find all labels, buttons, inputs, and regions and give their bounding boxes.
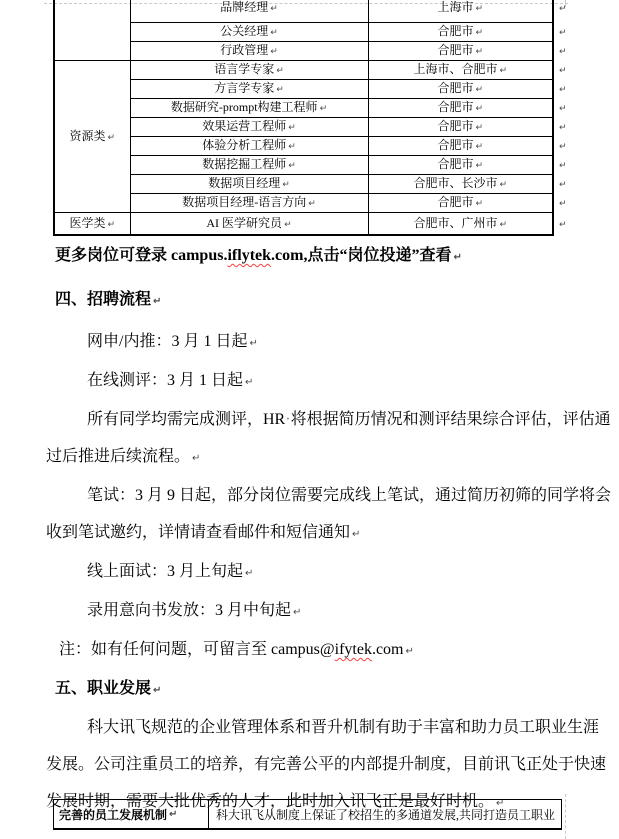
paragraph-text: 收到笔试邀约，详情请查看邮件和短信通知 — [46, 524, 351, 541]
city-value: 合肥市 — [437, 43, 474, 57]
description-cell — [209, 800, 561, 828]
paragraph-text: 录用意向书发放：3 月中旬起 — [87, 602, 292, 619]
more-jobs-pre: 更多岗位可登录 campus. — [55, 247, 228, 264]
spellcheck-wavy-text: iflytek — [227, 247, 272, 264]
row-end-mark-icon: ↵ — [559, 28, 567, 38]
table-row — [54, 41, 569, 60]
cell-end-mark-icon: ↵ — [475, 142, 484, 152]
paragraph-mark-icon: ↵ — [192, 453, 201, 464]
paragraph-text: 线上面试：3 月上旬起 — [87, 563, 244, 580]
city-cell — [368, 0, 553, 22]
paragraph-mark-icon: ↵ — [153, 296, 162, 307]
row-end-mark-icon: ↵ — [559, 220, 567, 230]
row-end-cell — [553, 212, 569, 235]
row-end-mark-icon: ↵ — [559, 142, 567, 152]
cell-end-mark-icon: ↵ — [308, 199, 316, 209]
paragraph-mark-icon: ↵ — [245, 568, 254, 579]
heading-text: 四、招聘流程 — [55, 291, 152, 308]
job-title: 行政管理 — [220, 43, 269, 57]
city-cell — [368, 79, 553, 98]
paragraph-text: 所有同学均需完成测评，HR — [87, 411, 286, 428]
table-row — [54, 193, 569, 212]
city-value: 合肥市 — [437, 138, 474, 152]
row-end-mark-icon: ↵ — [559, 66, 567, 76]
row-end-cell — [553, 98, 569, 117]
more-jobs-line — [46, 237, 586, 276]
paragraph-text: 科大讯飞规范的企业管理体系和晋升机制有助于丰富和助力员工职业生涯 — [87, 719, 600, 736]
paragraph-mark-icon: ↵ — [496, 798, 505, 809]
table-row — [54, 60, 569, 79]
row-end-cell — [553, 136, 569, 155]
cell-end-mark-icon: ↵ — [169, 808, 178, 820]
job-cell — [130, 41, 368, 60]
row-end-cell — [553, 155, 569, 174]
paragraph-text: 发展时期，需要大批优秀的人才，此时加入讯飞正是最好时机。 — [46, 793, 495, 810]
job-title: 效果运营工程师 — [202, 119, 287, 133]
cell-end-mark-icon: ↵ — [276, 85, 284, 95]
job-title: 公关经理 — [220, 24, 269, 38]
row-end-cell — [553, 193, 569, 212]
category-cell-medical — [54, 212, 130, 235]
paragraph-text: 过后推进后续流程。 — [46, 448, 191, 465]
section-heading-recruit — [46, 281, 586, 320]
job-title: 语言学专家 — [214, 62, 275, 76]
city-cell — [368, 136, 553, 155]
row-end-cell — [553, 79, 569, 98]
paragraph-text: 在线测评：3 月 1 日起 — [87, 372, 244, 389]
job-cell — [130, 22, 368, 41]
city-value: 上海市、合肥市 — [413, 62, 498, 76]
city-cell — [368, 174, 553, 193]
job-title: 体验分析工程师 — [202, 138, 287, 152]
job-title: 数据研究-prompt构建工程师 — [170, 100, 318, 114]
cell-end-mark-icon: ↵ — [288, 142, 296, 152]
job-cell — [130, 174, 368, 193]
job-cell — [130, 212, 368, 235]
row-end-mark-icon: ↵ — [559, 199, 567, 209]
row-end-mark-icon: ↵ — [559, 85, 567, 95]
cell-end-mark-icon: ↵ — [270, 47, 278, 57]
cell-end-mark-icon: ↵ — [288, 161, 296, 171]
paragraph-mark-icon: ↵ — [153, 685, 162, 696]
paragraph-mark-icon: ↵ — [249, 338, 258, 349]
row-end-mark-icon: ↵ — [559, 4, 567, 14]
description-text: 科大讯飞从制度上保证了校招生的多通道发展,共同打造员工职业 — [216, 807, 556, 822]
city-cell — [368, 212, 553, 235]
cell-end-mark-icon: ↵ — [499, 180, 508, 190]
category-label: 医学类 — [69, 215, 106, 230]
cell-end-mark-icon: ↵ — [270, 28, 278, 38]
paragraph-text: 将根据简历情况和测评结果综合评估，评估通 — [290, 411, 611, 428]
cell-end-mark-icon: ↵ — [288, 123, 296, 133]
table-row — [54, 117, 569, 136]
paragraph-assessment — [46, 362, 586, 401]
heading-text: 五、职业发展 — [55, 680, 152, 697]
cell-end-mark-icon: ↵ — [475, 123, 484, 133]
row-end-cell — [553, 0, 569, 22]
city-value: 合肥市、广州市 — [413, 215, 498, 230]
job-cell — [130, 117, 368, 136]
paragraph-career-line1 — [46, 709, 600, 746]
cell-end-mark-icon: ↵ — [475, 28, 484, 38]
row-end-cell — [553, 41, 569, 60]
paragraph-career-line2 — [46, 746, 607, 783]
category-label: 资源类 — [69, 128, 106, 143]
category-cell-resources — [54, 60, 130, 212]
row-end-mark-icon: ↵ — [559, 123, 567, 133]
note-pre: 注：如有任何问题，可留言至 campus@ — [59, 641, 335, 658]
paragraph-mark-icon: ↵ — [293, 607, 302, 618]
table-row — [54, 155, 569, 174]
job-title: 数据挖掘工程师 — [202, 157, 287, 171]
job-cell — [130, 136, 368, 155]
row-end-mark-icon: ↵ — [559, 104, 567, 114]
job-cell — [130, 155, 368, 174]
cell-end-mark-icon: ↵ — [475, 3, 484, 14]
paragraph-mark-icon: ↵ — [245, 377, 254, 388]
city-value: 上海市 — [437, 0, 474, 14]
row-end-mark-icon: ↵ — [559, 161, 567, 171]
job-title: 方言学专家 — [214, 81, 275, 95]
city-value: 合肥市 — [437, 195, 474, 209]
cell-end-mark-icon: ↵ — [475, 104, 484, 114]
table-row — [54, 22, 569, 41]
city-value: 合肥市 — [437, 100, 474, 114]
more-jobs-post: .com,点击“岗位投递”查看 — [271, 247, 452, 264]
city-value: 合肥市 — [437, 81, 474, 95]
job-cell — [130, 0, 368, 22]
cell-end-mark-icon: ↵ — [499, 66, 508, 76]
paragraph-offer — [46, 592, 586, 631]
city-value: 合肥市 — [437, 119, 474, 133]
cell-end-mark-icon: ↵ — [475, 199, 484, 209]
job-cell — [130, 60, 368, 79]
paragraph-note — [46, 631, 586, 670]
cell-end-mark-icon: ↵ — [107, 219, 116, 230]
paragraph-assess-note-line1 — [46, 401, 611, 438]
section-heading-career — [46, 670, 586, 709]
row-end-cell — [553, 60, 569, 79]
cell-end-mark-icon: ↵ — [475, 47, 484, 57]
paragraph-mark-icon: ↵ — [352, 529, 361, 540]
city-cell — [368, 117, 553, 136]
paragraph-apply — [46, 323, 586, 362]
paragraph-mark-icon: ↵ — [453, 252, 462, 263]
cell-end-mark-icon: ↵ — [499, 219, 508, 230]
city-value: 合肥市 — [437, 24, 474, 38]
job-title: 品牌经理 — [220, 0, 269, 14]
row-end-cell — [553, 117, 569, 136]
table-row — [54, 174, 569, 193]
paragraph-mark-icon: ↵ — [405, 646, 414, 657]
job-cell — [130, 193, 368, 212]
row-end-cell — [553, 174, 569, 193]
paragraph-text: 发展。公司注重员工的培养，有完善公平的内部提升制度，目前讯飞正处于快速 — [46, 756, 607, 773]
paragraph-assess-note-line2 — [46, 438, 586, 477]
city-value: 合肥市 — [437, 157, 474, 171]
table-row — [54, 79, 569, 98]
cell-end-mark-icon: ↵ — [284, 219, 292, 230]
table-row — [54, 136, 569, 155]
paragraph-text: 网申/内推：3 月 1 日起 — [87, 333, 248, 350]
mechanism-cell — [54, 800, 209, 828]
job-title: 数据项目经理-语言方向 — [182, 195, 307, 209]
job-cell — [130, 98, 368, 117]
city-cell — [368, 98, 553, 117]
city-cell — [368, 41, 553, 60]
paragraph-text: 笔试：3 月 9 日起，部分岗位需要完成线上笔试，通过简历初筛的同学将会 — [87, 487, 612, 504]
city-value: 合肥市、长沙市 — [413, 176, 498, 190]
paragraph-written-line2 — [46, 514, 586, 553]
document-body — [46, 237, 612, 822]
paragraph-written-line1 — [46, 477, 612, 514]
city-cell — [368, 193, 553, 212]
row-end-cell — [553, 22, 569, 41]
cell-end-mark-icon: ↵ — [319, 104, 328, 114]
development-table — [53, 799, 562, 830]
cell-end-mark-icon: ↵ — [270, 3, 278, 14]
row-end-mark-icon: ↵ — [559, 180, 567, 190]
job-cell — [130, 79, 368, 98]
job-title: 数据项目经理 — [208, 176, 281, 190]
mechanism-label: 完善的员工发展机制 — [59, 807, 168, 822]
table-row — [54, 98, 569, 117]
note-post: .com — [371, 641, 404, 658]
cell-end-mark-icon: ↵ — [475, 161, 484, 171]
cell-end-mark-icon: ↵ — [475, 85, 484, 95]
city-cell — [368, 60, 553, 79]
cell-end-mark-icon: ↵ — [107, 132, 116, 143]
city-cell — [368, 155, 553, 174]
job-title: AI 医学研究员 — [206, 215, 283, 230]
paragraph-interview — [46, 553, 586, 592]
row-end-mark-icon: ↵ — [559, 47, 567, 57]
spellcheck-wavy-text: ifytek — [334, 641, 372, 658]
table-row — [54, 212, 569, 235]
category-cell-empty — [54, 0, 130, 60]
city-cell — [368, 22, 553, 41]
jobs-table — [53, 0, 570, 236]
table-row — [54, 0, 569, 22]
space-mark-icon: · — [285, 411, 291, 428]
cell-end-mark-icon: ↵ — [276, 66, 284, 76]
cell-end-mark-icon: ↵ — [282, 180, 290, 190]
